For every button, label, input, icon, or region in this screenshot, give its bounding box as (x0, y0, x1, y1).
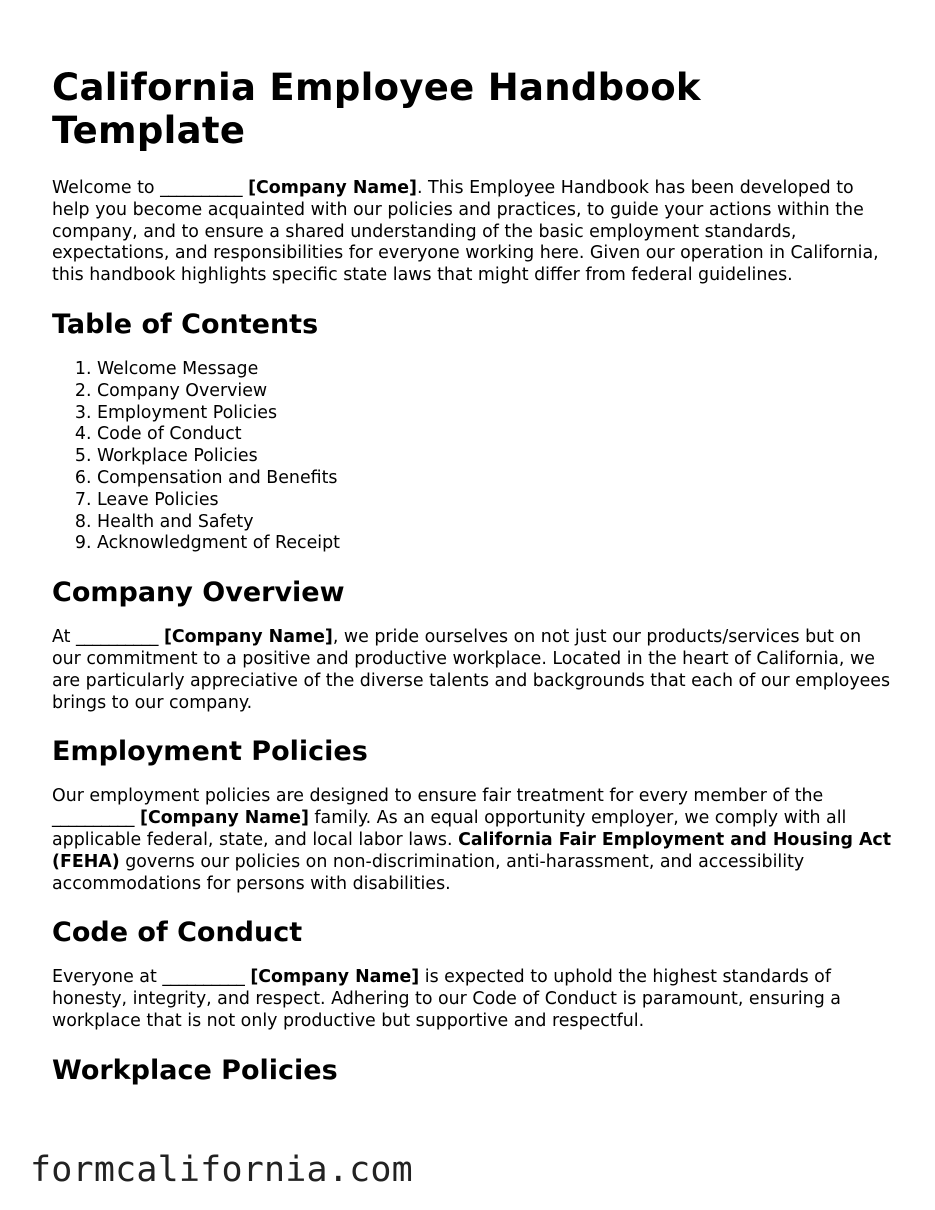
company-name-placeholder: [Company Name] (133, 808, 309, 829)
company-name-blank: __________ (162, 967, 245, 988)
toc-item: 3. Employment Policies (97, 403, 892, 425)
toc-item: 4. Code of Conduct (97, 424, 892, 446)
employment-text-pre: Our employment policies are designed to ensure fair treatment for every member of the (52, 786, 824, 807)
conduct-text-pre: Everyone at (52, 967, 163, 988)
toc-item: 6. Compensation and Benefits (97, 468, 892, 490)
overview-text-post: , we pride ourselves on not just our products/services but on our commitment to a positive and productive workplace. Located in the heart of California, we are particularly appreciative of the diverse talents and backgrounds that each of our employees brings to our company. (52, 627, 891, 713)
company-name-placeholder: [Company Name] (244, 967, 420, 988)
overview-text-pre: At (52, 627, 76, 648)
employment-policies-paragraph (52, 786, 892, 895)
toc-item: 9. Acknowledgment of Receipt (97, 533, 892, 555)
toc-item: 7. Leave Policies (97, 490, 892, 512)
workplace-policies-heading: Workplace Policies (52, 1054, 338, 1086)
document-page (52, 66, 892, 1105)
intro-text-pre: Welcome to (52, 178, 161, 198)
company-name-blank: __________ (75, 627, 158, 648)
code-of-conduct-paragraph (52, 967, 892, 1032)
page-title: California Employee Handbook Template (52, 66, 701, 152)
company-overview-heading: Company Overview (52, 577, 345, 609)
conduct-text-post: is expected to uphold the highest standards of honesty, integrity, and respect. Adhering to our Code of Conduct is paramount, ensuring a workplace that is not only productive but supportive and respectful. (52, 967, 841, 1031)
toc-item: 5. Workplace Policies (97, 446, 892, 468)
company-name-blank: __________ (52, 808, 134, 829)
employment-text-mid: family. As an equal opportunity employer, we comply with all applicable federal, state, and local labor laws. (52, 808, 847, 850)
toc-list (52, 359, 892, 555)
company-overview-paragraph (52, 627, 892, 714)
toc-item: 8. Health and Safety (97, 512, 892, 534)
intro-paragraph (52, 178, 892, 287)
code-of-conduct-heading: Code of Conduct (52, 917, 303, 949)
feha-law-name: California Fair Employment and Housing Act (FEHA) (52, 829, 892, 872)
toc-item: 2. Company Overview (97, 381, 892, 403)
toc-item: 1. Welcome Message (97, 359, 892, 381)
company-name-placeholder: [Company Name] (157, 627, 333, 648)
employment-text-post: governs our policies on non-discrimination, anti-harassment, and accessibility accommodations for persons with disabilities. (52, 851, 805, 894)
company-name-blank: __________ (160, 178, 243, 198)
footer-brand-watermark: formcalifornia.com (30, 1150, 413, 1190)
toc-heading: Table of Contents (52, 308, 319, 340)
intro-text-post: . This Employee Handbook has been developed to help you become acquainted with our policies and practices, to guide your actions within the company, and to ensure a shared understanding of the basic employment standards, expectations, and responsibilities for everyone working here. Given our operation in California, this handbook highlights specific state laws that might differ from federal guidelines. (52, 178, 879, 286)
employment-policies-heading: Employment Policies (52, 736, 368, 768)
company-name-placeholder: [Company Name] (242, 178, 417, 198)
